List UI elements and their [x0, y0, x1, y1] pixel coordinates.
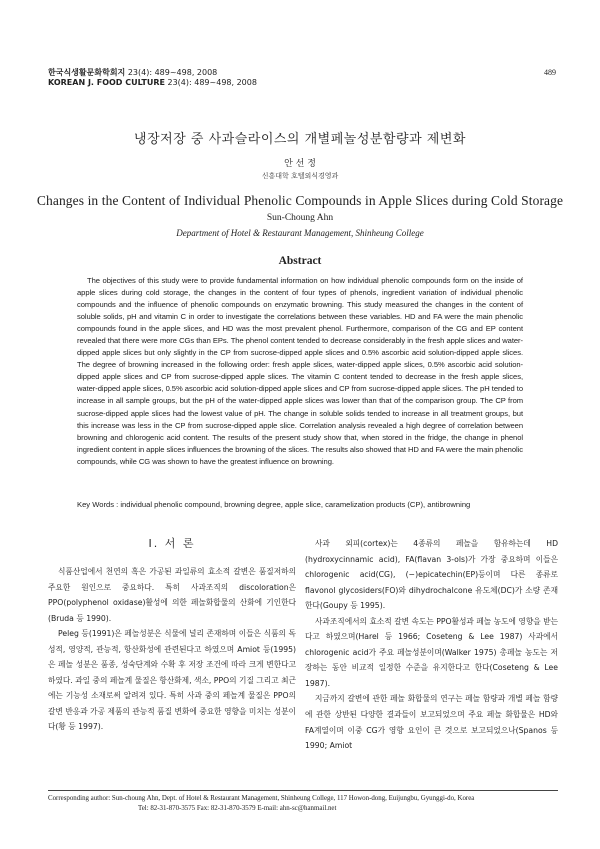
title-korean: 냉장저장 중 사과슬라이스의 개별페놀성분함량과 제변화 [134, 132, 466, 147]
keywords [77, 499, 537, 510]
journal-header [48, 68, 257, 88]
paragraph: 식품산업에서 천연의 혹은 가공된 과일류의 효소적 갈변은 품질저하의 주요한 원인으로 중요하다. 특히 사과조직의 discoloration은 PPO(polyphenol oxidase)활성에 의한 페놀화합물의 산화에 기인한다(Bruda 등 1990). [48, 567, 296, 623]
abstract-body: The objectives of this study were to provide fundamental information on how individual phenolic compounds form on the inside of apple slices during cold storage, the changes in the content of four types of phenols, ingredient variation of individual phenolic compounds and the influence of phenolic compounds on enzymatic browning. This study measured the changes in the content of soluble solids, pH and vitamin C in order to investigate the correlations between these variables. HD and FA were the main phenolic compounds found in the apple slices, and HD was the most prevalent phenol. Furthermore, comparison of the CG and EP content revealed that there were more CGs than EPs. The phenol content tended to decrease considerably in the fresh apple slices and water-dipped apple slices but only slightly in the CP from sucrose-dipped apple slices and 0.5% ascorbic acid solution-dipped apple slices. The degree of browning increased in the following order: fresh apple slices, water-dipped apple slices, 0.5% ascorbic acid solution-dipped apple slices and CP from sucrose-dipped apple slices. The vitamin C content tended to decrease in the fresh apple slices, water-dipped apple slices, 0.5% ascorbic acid solution-dipped apple slices and CP from sucrose-dipped apple slices. The pH tended to increase in all sample groups, but the pH of the water-dipped apple slices was lower than that of the comparison group. The CP from sucrose-dipped apple slices had the lowest value of pH. The change in soluble solids tended to increase in all treatment groups, but this increase was less in the CP from sucrose-dipped apple slice. Correlation analysis revealed a high degree of correlation between browning and chlorogenic acid content. The results of the present study show that, when stored in the fridge, the change in phenol ingredient content in apple slices influences the browning of the slices. The results also showed that HD and FA were the main phenolic compounds, while CG was shown to have the greatest influence on browning. [77, 276, 523, 466]
keywords-label: Key Words : [77, 500, 119, 509]
author-korean: 안 선 정 [284, 159, 316, 169]
footer-line-contact: Tel: 82-31-870-3575 Fax: 82-31-870-3579 E-mail: ahn-sc@hanmail.net [138, 805, 337, 812]
journal-name-en-line [48, 78, 257, 88]
left-column [48, 536, 296, 735]
keywords-list: individual phenolic compound, browning degree, apple slice, caramelization products (CP), antibrowning [120, 500, 471, 509]
page-number: 489 [544, 68, 556, 77]
paragraph: Peleg 등(1991)은 페놀성분은 식물에 널리 존재하며 이들은 식품의 독성적, 영양적, 관능적, 항산화성에 관련된다고 하였으며 Amiot 등(1995)은 페놀 성분은 품종, 성숙단계와 수확 후 저장 조건에 따라 크게 변한다고 하였다. 과일 중의 페놀계 물질은 항산화제, 색소, PPO의 기질 그리고 최근에는 기능성 소재로써 알려져 있다. 특히 사과 중의 페놀계 물질은 PPO의 갈변 반응과 가공 제품의 관능적 품질 변화에 중요한 영향을 미치는 성분이다(황 등 1997). [48, 629, 296, 732]
paragraph: 사과조직에서의 효소적 갈변 속도는 PPO활성과 페놀 농도에 영향을 받는다고 하였으며(Harel 등 1966; Coseteng & Lee 1987) 사과에서 chlorogenic acid가 주요 페놀성분이며(Walker 1975) 총페놀 농도는 저장하는 동안 비교적 일정한 수준을 유지한다고 한다(Coseteng & Lee 1987). [305, 616, 558, 688]
abstract-heading: Abstract [278, 255, 322, 267]
paragraph: 지금까지 갈변에 관한 페놀 화합물의 연구는 페놀 함량과 개별 페놀 함량에 관한 상반된 다양한 결과들이 보고되었으며 주요 페놀 화합물은 HD와 FA계열이며 이중 CG가 영향 요인이 큰 것으로 보고되었으나(Spanos 등 1990; Amiot [305, 694, 558, 751]
title-english: Changes in the Content of Individual Phenolic Compounds in Apple Slices during Cold Storage [36, 193, 564, 208]
affiliation-korean: 신흥대학 호텔외식경영과 [261, 172, 339, 180]
right-column [305, 536, 558, 754]
author-english: Sun-Choung Ahn [266, 213, 334, 223]
journal-volume-en: 23(4): 489~498, 2008 [167, 78, 257, 87]
corresponding-author-footer [48, 794, 558, 814]
journal-volume-ko: 23(4): 489~498, 2008 [127, 68, 218, 77]
footer-divider [48, 790, 558, 791]
affiliation-english: Department of Hotel & Restaurant Management, Shinheung College [176, 228, 424, 238]
journal-name-ko-line [48, 68, 257, 78]
journal-name-ko: 한국식생활문화학회지 [48, 68, 126, 77]
journal-name-en: KOREAN J. FOOD CULTURE [48, 78, 165, 87]
section-heading-introduction: I. 서 론 [148, 537, 196, 550]
footer-line-address: Corresponding author: Sun-choung Ahn, Dept. of Hotel & Restaurant Management, Shinheung College, 117 Howon-dong, Euijungbu, Gyunggi-do, Korea [48, 795, 475, 802]
paragraph: 사과 외피(cortex)는 4종류의 페놀을 함유하는데 HD (hydroxycinnamic acid), FA(flavan 3-ols)가 가장 중요하며 이들은 chlorogenic acid(CG), (−)epicatechin(EP)등이며 다른 종류로 flavonol glycosiders(FO)와 dihydrochalcone 유도체(DC)가 소량 존재한다(Goupy 등 1995). [305, 539, 558, 611]
